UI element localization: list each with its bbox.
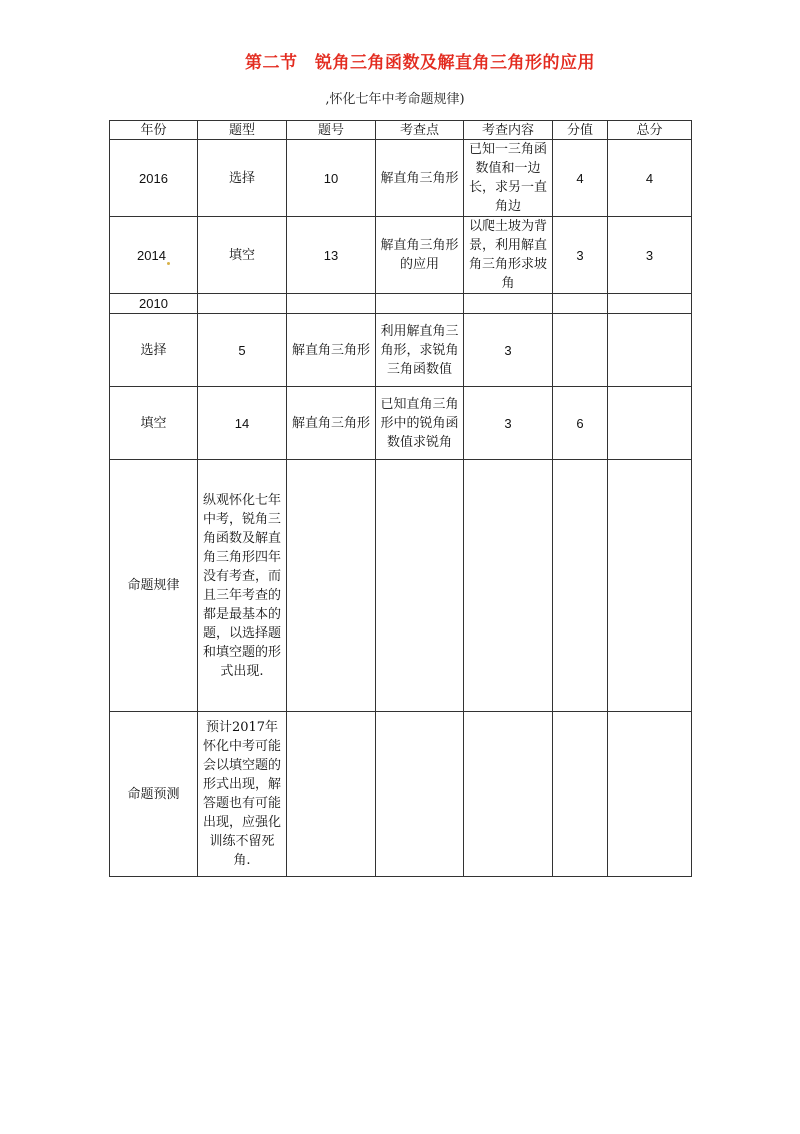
year-cell <box>110 217 198 294</box>
type-cell: 选择 <box>198 140 287 217</box>
empty-cell <box>553 314 608 387</box>
header-row <box>110 121 692 140</box>
total-cell <box>608 294 692 314</box>
header-content: 考查内容 <box>464 121 553 140</box>
header-score: 分值 <box>553 121 608 140</box>
table-row <box>110 217 692 294</box>
total-cell: 6 <box>553 387 608 460</box>
header-number: 题号 <box>287 121 376 140</box>
empty-cell <box>553 712 608 877</box>
header-total: 总分 <box>608 121 692 140</box>
header-type: 题型 <box>198 121 287 140</box>
prediction-label: 命题预测 <box>110 712 198 877</box>
year-cell: 2016 <box>110 140 198 217</box>
empty-cell <box>376 712 464 877</box>
number-cell: 13 <box>287 217 376 294</box>
content-cell: 以爬土坡为背景，利用解直角三角形求坡角 <box>464 217 553 294</box>
number-cell: 5 <box>198 314 287 387</box>
page-title: 第二节 锐角三角函数及解直角三角形的应用 <box>245 53 595 73</box>
empty-cell <box>287 712 376 877</box>
header-point: 考查点 <box>376 121 464 140</box>
prediction-row <box>110 712 692 877</box>
year-text: 2014 <box>137 247 166 263</box>
content-cell: 已知一三角函数值和一边长，求另一直角边 <box>464 140 553 217</box>
table-row <box>110 140 692 217</box>
empty-cell <box>287 460 376 712</box>
pattern-row <box>110 460 692 712</box>
prediction-text: 预计2017年怀化中考可能会以填空题的形式出现，解答题也有可能出现，应强化训练不留死角. <box>198 712 287 877</box>
exam-analysis-table <box>109 120 692 877</box>
pattern-label: 命题规律 <box>110 460 198 712</box>
empty-cell <box>608 712 692 877</box>
point-cell <box>376 294 464 314</box>
total-cell: 4 <box>608 140 692 217</box>
content-cell <box>464 294 553 314</box>
number-cell: 14 <box>198 387 287 460</box>
header-year: 年份 <box>110 121 198 140</box>
empty-cell <box>553 460 608 712</box>
empty-cell <box>376 460 464 712</box>
empty-cell <box>608 460 692 712</box>
annotation-dot-icon <box>167 262 170 265</box>
table-row <box>110 314 692 387</box>
type-cell: 填空 <box>110 387 198 460</box>
score-cell <box>553 294 608 314</box>
empty-cell <box>608 387 692 460</box>
total-cell: 3 <box>608 217 692 294</box>
score-cell: 4 <box>553 140 608 217</box>
empty-cell <box>464 460 553 712</box>
content-cell: 已知直角三角形中的锐角函数值求锐角 <box>376 387 464 460</box>
empty-cell <box>608 314 692 387</box>
point-cell: 解直角三角形 <box>376 140 464 217</box>
point-cell: 解直角三角形 <box>287 387 376 460</box>
content-cell: 利用解直角三角形，求锐角三角函数值 <box>376 314 464 387</box>
empty-cell <box>464 712 553 877</box>
year-cell: 2010 <box>110 294 198 314</box>
number-cell: 10 <box>287 140 376 217</box>
table-row <box>110 387 692 460</box>
point-cell: 解直角三角形的应用 <box>376 217 464 294</box>
table-row <box>110 294 692 314</box>
score-cell: 3 <box>553 217 608 294</box>
pattern-text: 纵观怀化七年中考，锐角三角函数及解直角三角形四年没有考查，而且三年考查的都是最基本的题，以选择题和填空题的形式出现. <box>198 460 287 712</box>
number-cell <box>287 294 376 314</box>
type-cell: 填空 <box>198 217 287 294</box>
type-cell <box>198 294 287 314</box>
page-subtitle: ,怀化七年中考命题规律) <box>325 92 465 107</box>
score-cell: 3 <box>464 387 553 460</box>
score-cell: 3 <box>464 314 553 387</box>
point-cell: 解直角三角形 <box>287 314 376 387</box>
type-cell: 选择 <box>110 314 198 387</box>
